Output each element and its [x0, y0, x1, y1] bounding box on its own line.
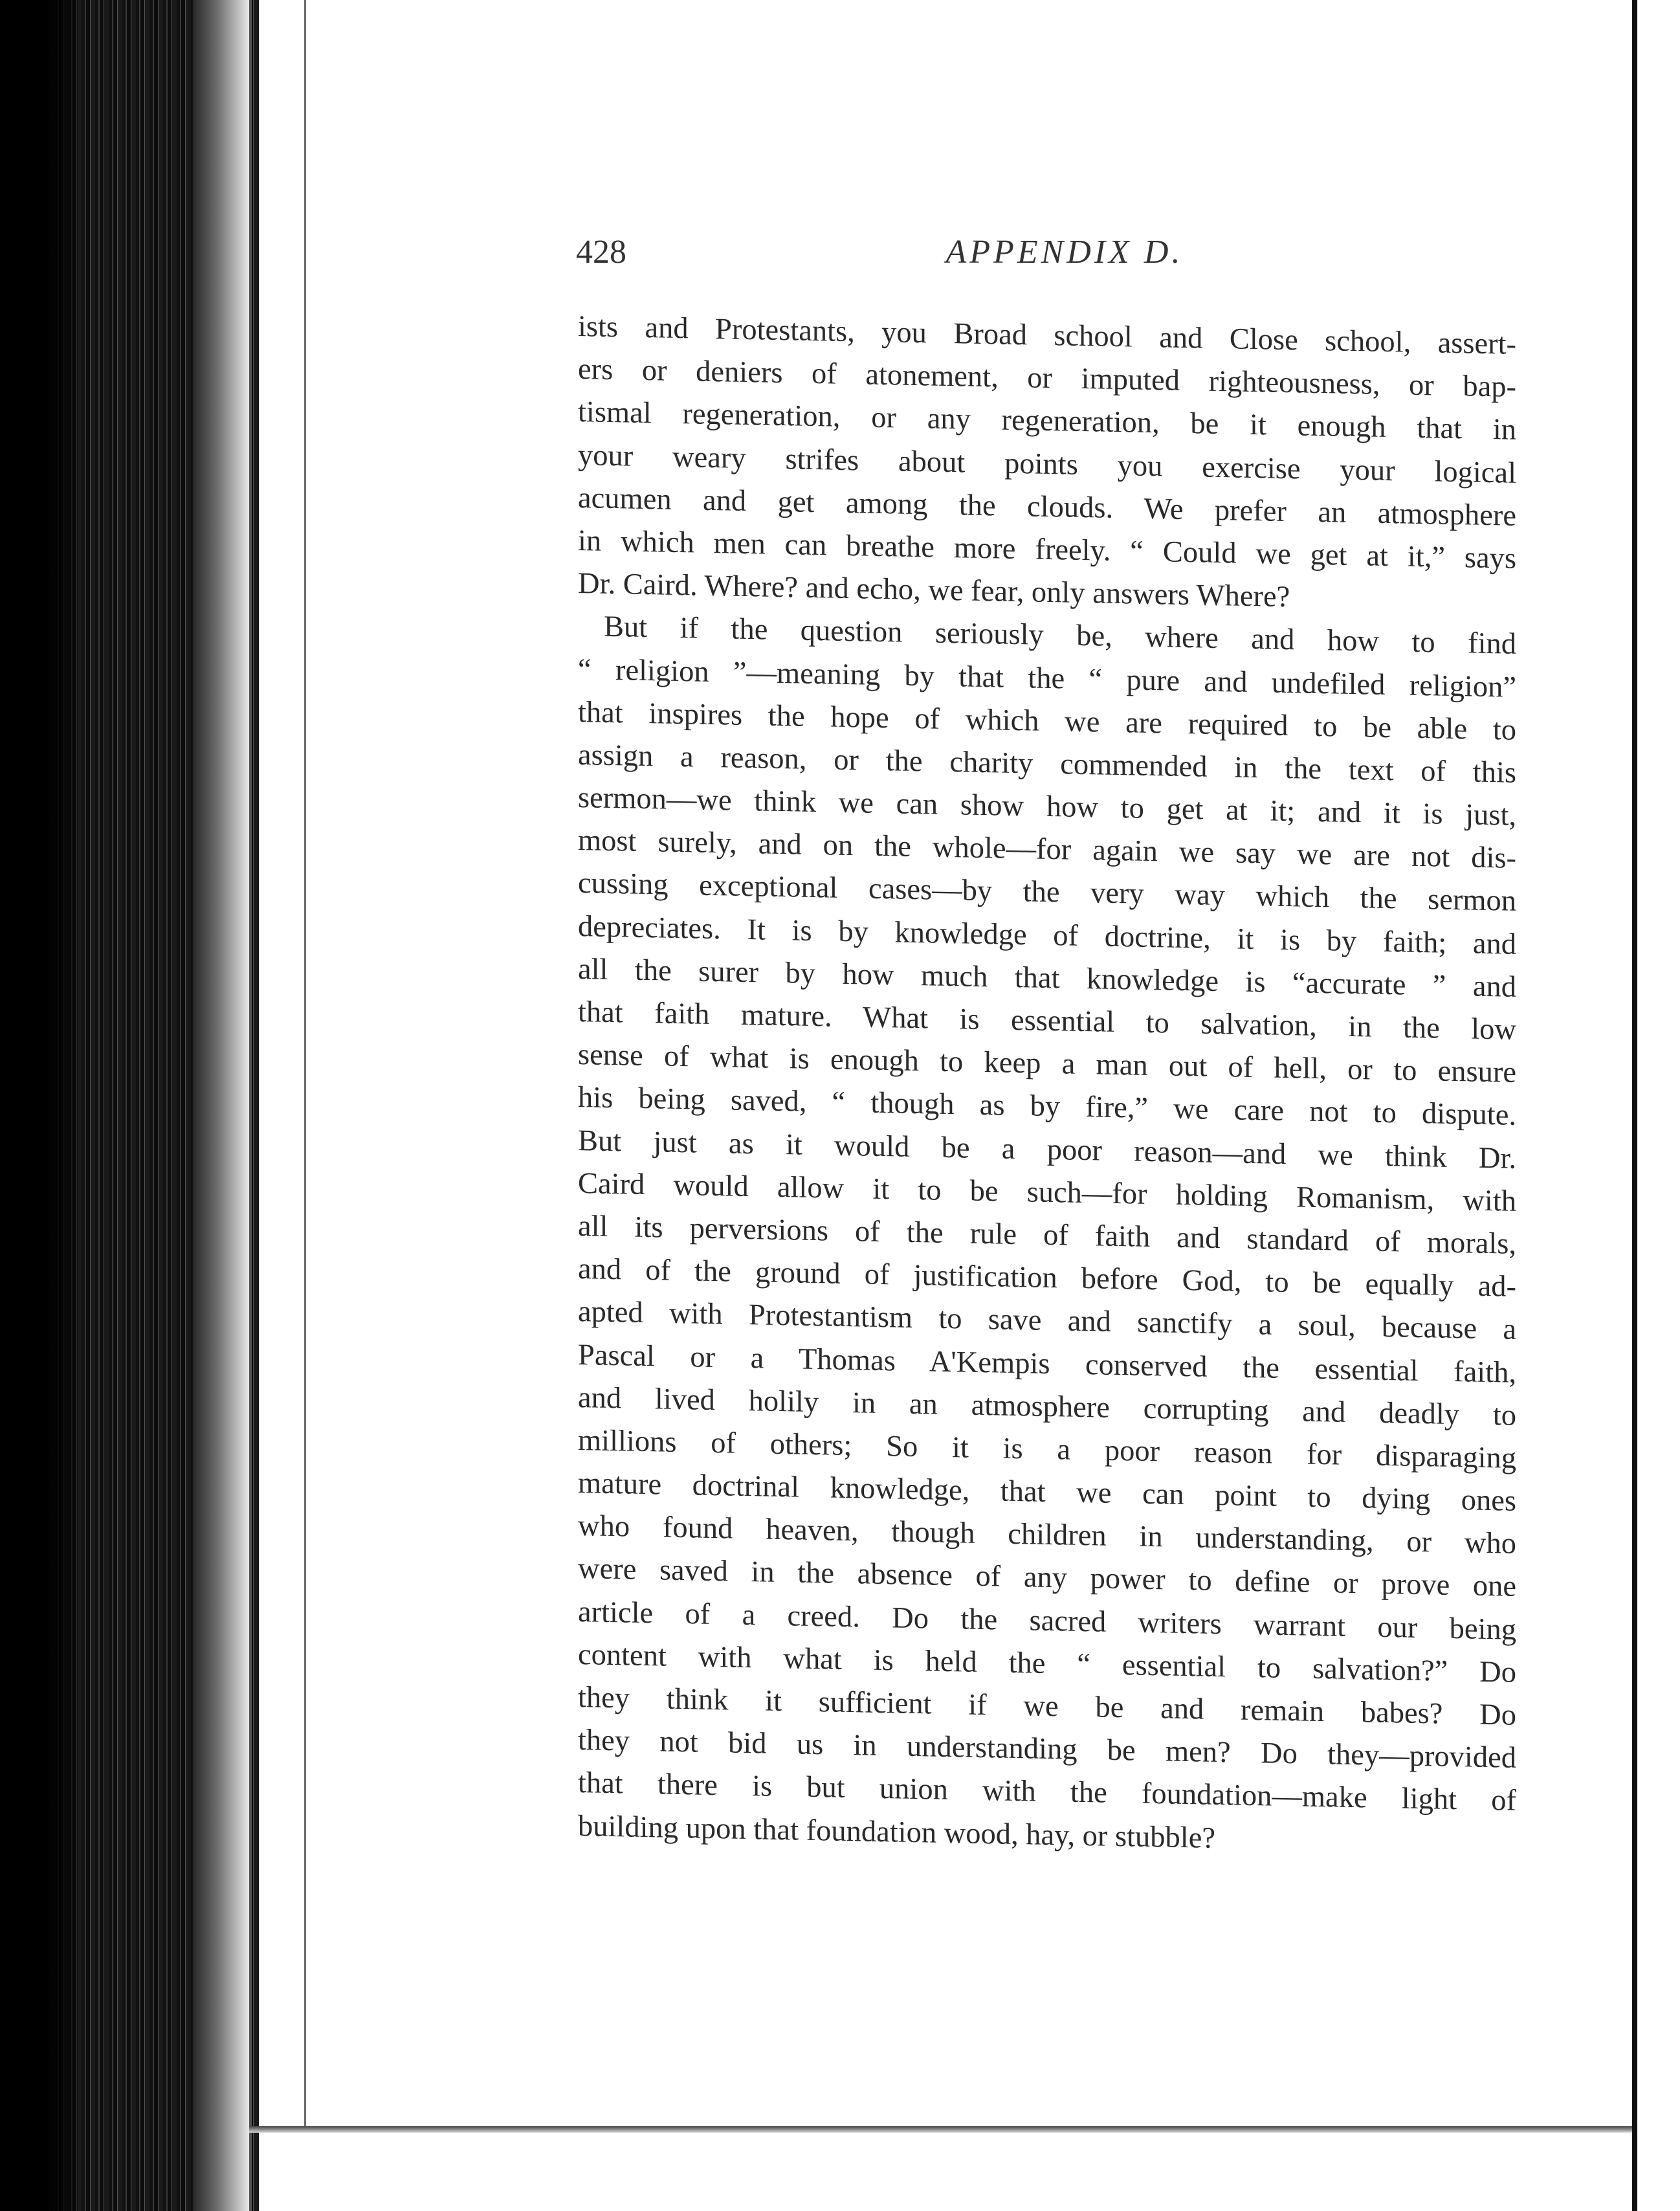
text-line: that there is but union with the foundation—make light of — [578, 1766, 1516, 1818]
text-line: But just as it would be a poor reason—and we think Dr. — [578, 1124, 1516, 1175]
page-number: 428 — [576, 234, 626, 271]
text-line: who found heaven, though children in understanding, or who — [578, 1509, 1516, 1561]
text-line: content with what is held the “ essential to salvation?” Do — [578, 1638, 1516, 1689]
text-line: they think it sufficient if we be and remain babes? Do — [578, 1681, 1516, 1732]
body-text — [578, 306, 1516, 1866]
text-line: all its perversions of the rule of faith and standard of morals, — [578, 1209, 1516, 1261]
text-line: most surely, and on the whole—for again we say we are not dis- — [578, 824, 1516, 876]
text-line: apted with Protestantism to save and sanctify a soul, because a — [578, 1295, 1516, 1347]
text-line: were saved in the absence of any power to define or prove one — [578, 1552, 1516, 1604]
page-bottom-edge — [249, 2126, 1637, 2133]
text-line: that faith mature. What is essential to salvation, in the low — [578, 995, 1516, 1047]
text-line: But if the question seriously be, where and how to find — [604, 610, 1516, 661]
text-line: in which men can breathe more freely. “ Could we get at it,” says — [578, 524, 1516, 575]
text-line: his being saved, “ though as by fire,” we care not to dispute. — [578, 1081, 1516, 1133]
text-line: Caird would allow it to be such—for holding Romanism, with — [578, 1166, 1516, 1218]
text-line: Dr. Caird. Where? and echo, we fear, only answers Where? — [578, 567, 1290, 614]
text-line: “ religion ”—meaning by that the “ pure and undefiled religion” — [578, 652, 1516, 704]
text-line: mature doctrinal knowledge, that we can point to dying ones — [578, 1467, 1516, 1518]
running-title: APPENDIX D. — [945, 234, 1184, 271]
text-line: cussing exceptional cases—by the very way which the sermon — [578, 867, 1516, 918]
page-edge-line — [249, 0, 252, 2211]
book-binding — [194, 0, 249, 2211]
text-line: acumen and get among the clouds. We prefer an atmosphere — [578, 481, 1516, 533]
text-line: depreciates. It is by knowledge of doctrine, it is by faith; and — [578, 909, 1516, 961]
text-line: they not bid us in understanding be men? Do they—provided — [578, 1724, 1516, 1775]
text-line: building upon that foundation wood, hay, or stubble? — [578, 1809, 1215, 1855]
text-line: ists and Protestants, you Broad school and Close school, assert- — [578, 310, 1516, 361]
text-line: that inspires the hope of which we are required to be able to — [578, 695, 1516, 747]
text-line: ers or deniers of atonement, or imputed righteousness, or bap- — [578, 353, 1516, 405]
text-line: all the surer by how much that knowledge is “accurate ” and — [578, 952, 1516, 1004]
text-line: sense of what is enough to keep a man out of hell, or to ensure — [578, 1038, 1516, 1090]
text-line: tismal regeneration, or any regeneration, be it enough that in — [578, 395, 1516, 447]
page-header — [576, 233, 1488, 285]
text-line: assign a reason, or the charity commended in the text of this — [578, 738, 1516, 790]
text-line: millions of others; So it is a poor reason for disparaging — [578, 1423, 1516, 1475]
book-edge-shadow — [0, 0, 78, 2211]
text-line: sermon—we think we can show how to get at it; and it is just, — [578, 781, 1516, 832]
page-margin-line — [304, 0, 306, 2129]
page-right-edge — [1632, 0, 1637, 2211]
text-line: your weary strifes about points you exercise your logical — [578, 438, 1516, 490]
text-line: Pascal or a Thomas A'Kempis conserved the essential faith, — [578, 1338, 1516, 1390]
text-line: and of the ground of justification before God, to be equally ad- — [578, 1252, 1516, 1304]
text-line: and lived holily in an atmosphere corrupting and deadly to — [578, 1381, 1516, 1432]
text-line: article of a creed. Do the sacred writers warrant our being — [578, 1595, 1516, 1647]
